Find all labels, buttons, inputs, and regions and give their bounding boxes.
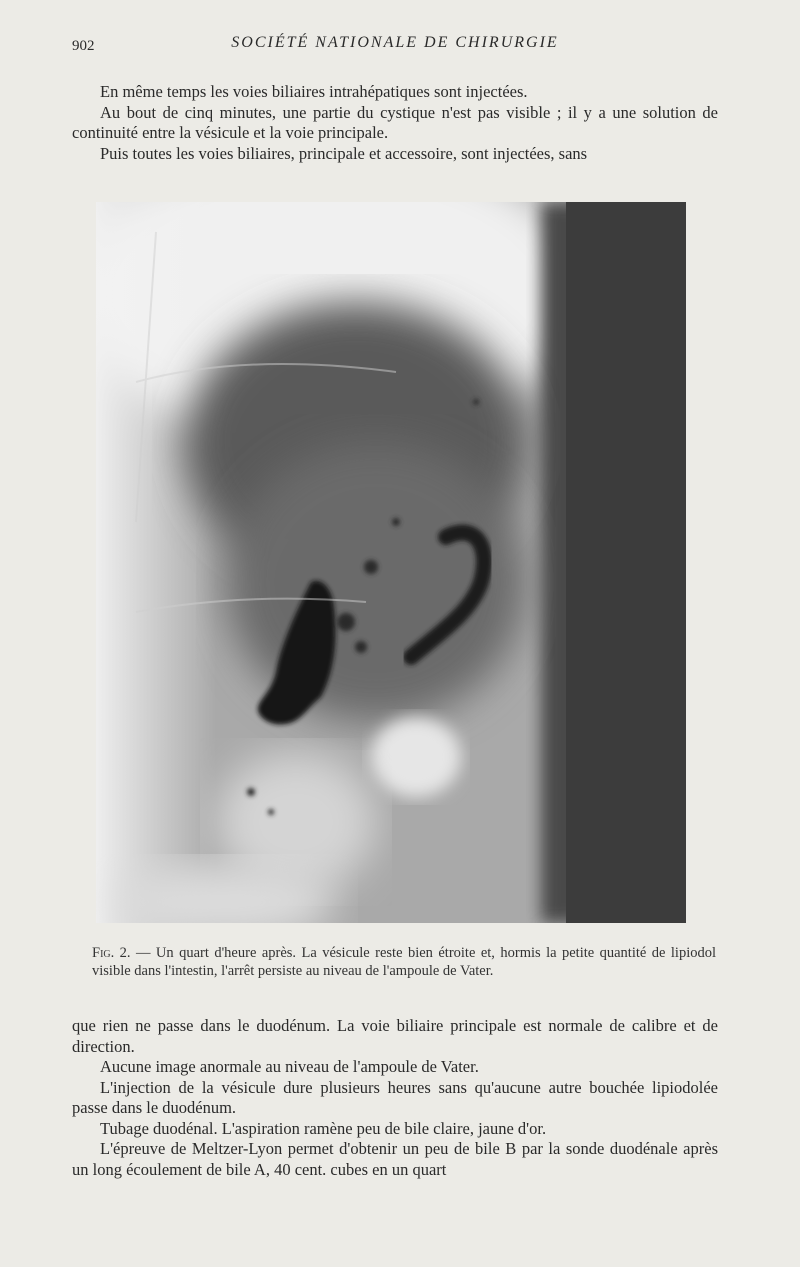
- paragraph: L'injection de la vésicule dure plusieurs heures sans qu'aucune autre bouchée lipiodolée passe dans le duodénum.: [72, 1077, 718, 1117]
- page-header: [72, 34, 718, 58]
- figure-caption: [92, 944, 716, 980]
- bottom-text-block: [72, 1016, 718, 1180]
- paragraph: L'épreuve de Meltzer-Lyon permet d'obtenir un peu de bile B par la sonde duodénale après un long écoulement de bile A, 40 cent. cubes en un quart: [72, 1139, 718, 1179]
- radiograph-image: [96, 202, 686, 923]
- paragraph: Aucune image anormale au niveau de l'ampoule de Vater.: [100, 1057, 479, 1076]
- paragraph: Tubage duodénal. L'aspiration ramène peu de bile claire, jaune d'or.: [100, 1118, 547, 1138]
- page-number: 902: [72, 38, 95, 54]
- paragraph: Puis toutes les voies biliaires, principale et accessoire, sont injectées, sans: [100, 143, 588, 163]
- paragraph: Au bout de cinq minutes, une partie du cystique n'est pas visible ; il y a une solution de continuité entre la vésicule et la voie principale.: [72, 102, 718, 142]
- radiograph-figure: [96, 202, 686, 923]
- running-head: SOCIÉTÉ NATIONALE DE CHIRURGIE: [231, 34, 559, 51]
- caption-label: Fig. 2.: [92, 945, 131, 961]
- paragraph: En même temps les voies biliaires intrahépatiques sont injectées.: [100, 82, 528, 101]
- top-text-block: [72, 82, 718, 164]
- paragraph: que rien ne passe dans le duodénum. La voie biliaire principale est normale de calibre et de direction.: [72, 1016, 718, 1056]
- caption-text: — Un quart d'heure après. La vésicule reste bien étroite et, hormis la petite quantité de lipiodol visible dans l'intestin, l'arrêt persiste au niveau de l'ampoule de Vater.: [92, 945, 717, 979]
